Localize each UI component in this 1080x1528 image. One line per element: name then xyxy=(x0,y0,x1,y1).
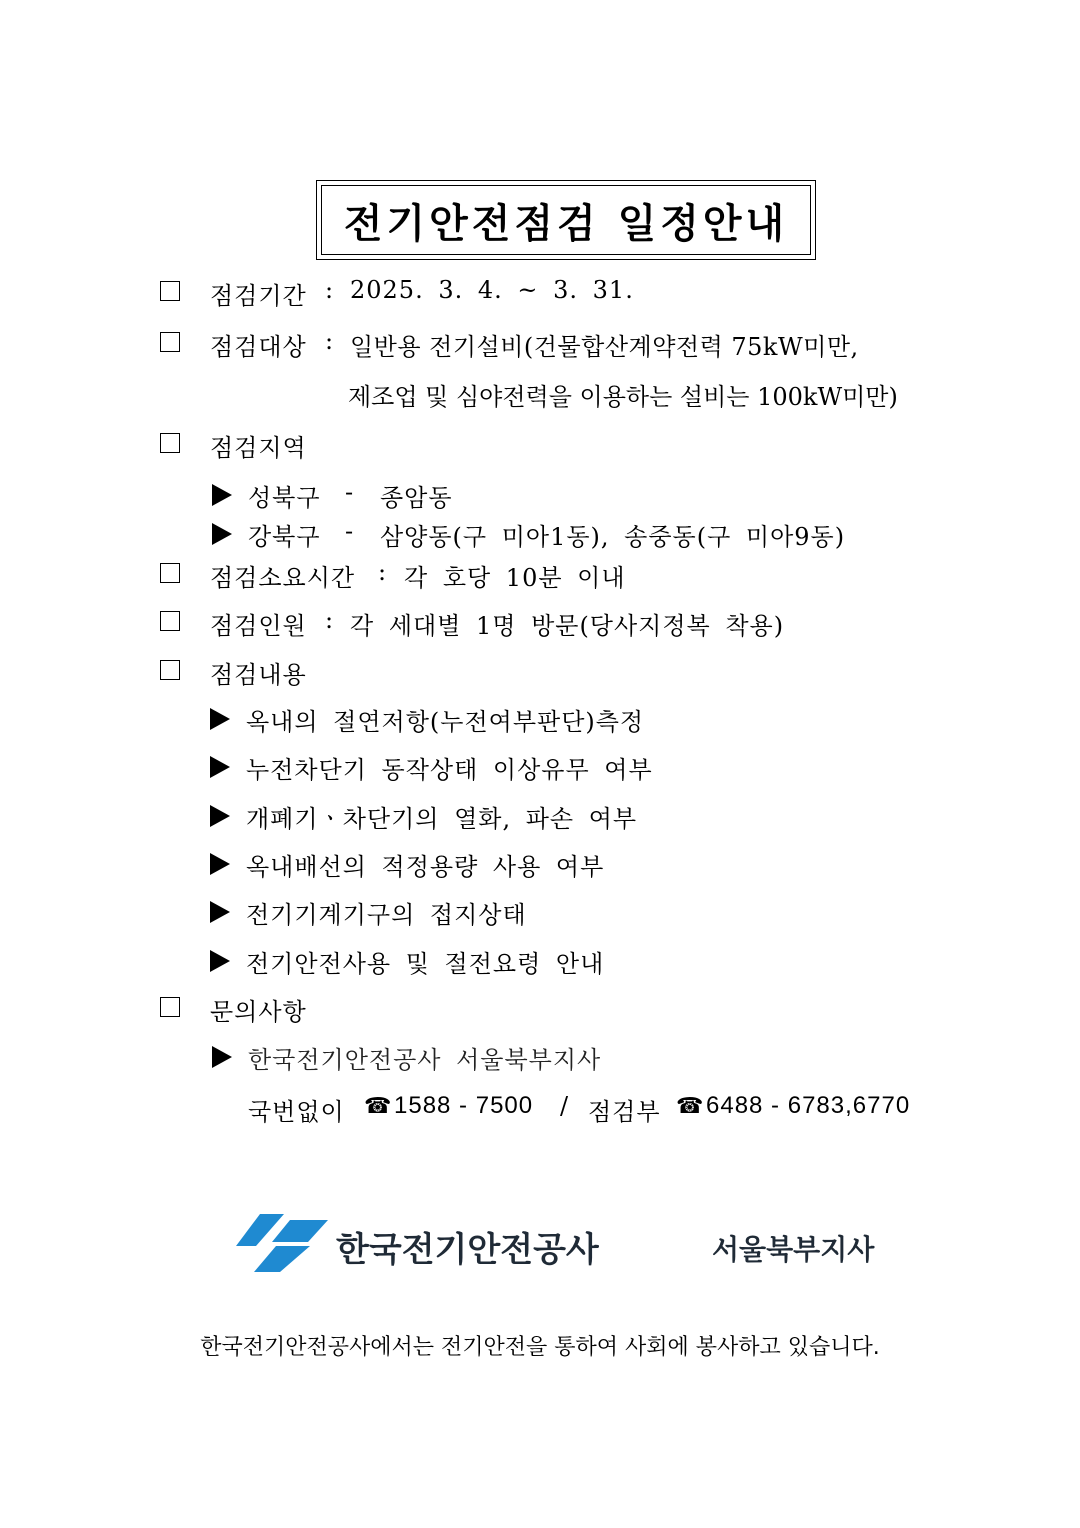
area-district: 성북구 xyxy=(248,484,321,512)
area-towns: 삼양동(구 미아1동), 송중동(구 미아9동) xyxy=(380,523,846,551)
checkbox-content xyxy=(160,660,180,680)
title-box xyxy=(316,180,816,260)
staff-value: 각 세대별 1명 방문(당사지정복 착용) xyxy=(350,612,785,640)
logo-branch-name: 서울북부지사 xyxy=(712,1233,875,1266)
checkbox-target xyxy=(160,332,180,352)
contact-label: 국번없이 xyxy=(248,1098,345,1126)
content-item: 개폐기ㆍ차단기의 열화, 파손 여부 xyxy=(246,805,638,833)
area-dash: - xyxy=(345,478,355,506)
duration-sep: : xyxy=(378,558,388,586)
content-item: 전기기계기구의 접지상태 xyxy=(246,901,527,929)
period-value: 2025. 3. 4. ~ 3. 31. xyxy=(350,276,634,304)
duration-label: 점검소요시간 xyxy=(210,564,356,592)
target-label: 점검대상 xyxy=(210,333,307,361)
bullet-triangle-icon xyxy=(212,1046,232,1068)
checkbox-inquiry xyxy=(160,997,180,1017)
area-label: 점검지역 xyxy=(210,434,307,462)
lightning-logo-icon xyxy=(236,1212,332,1274)
logo-company-name: 한국전기안전공사 xyxy=(336,1230,599,1270)
staff-label: 점검인원 xyxy=(210,612,307,640)
bullet-triangle-icon xyxy=(210,853,230,875)
checkbox-staff xyxy=(160,611,180,631)
bullet-triangle-icon xyxy=(212,484,232,506)
inquiry-org: 한국전기안전공사 서울북부지사 xyxy=(248,1046,602,1074)
bullet-triangle-icon xyxy=(210,756,230,778)
content-item: 전기안전사용 및 절전요령 안내 xyxy=(246,950,605,978)
bullet-triangle-icon xyxy=(210,805,230,827)
content-label: 점검내용 xyxy=(210,661,307,689)
title-inner-border xyxy=(321,185,811,255)
area-towns: 종암동 xyxy=(380,484,453,512)
staff-sep: : xyxy=(325,606,335,634)
contact-divider: / xyxy=(560,1092,570,1120)
area-dash: - xyxy=(345,517,355,545)
footer-slogan: 한국전기안전공사에서는 전기안전을 통하여 사회에 봉사하고 있습니다. xyxy=(200,1335,880,1360)
kesco-logo-mark xyxy=(236,1212,332,1278)
target-line2: 제조업 및 심야전력을 이용하는 설비는 100kW미만) xyxy=(348,383,898,411)
phone-main: 1588 - 7500 xyxy=(394,1092,534,1119)
checkbox-period xyxy=(160,281,180,301)
phone-dept: 6488 - 6783,6770 xyxy=(706,1092,911,1119)
checkbox-area xyxy=(160,433,180,453)
bullet-triangle-icon xyxy=(210,950,230,972)
content-item: 옥내배선의 적정용량 사용 여부 xyxy=(246,853,605,881)
phone-icon: ☎ xyxy=(364,1094,393,1119)
checkbox-duration xyxy=(160,563,180,583)
dept-label: 점검부 xyxy=(588,1098,661,1126)
content-item: 누전차단기 동작상태 이상유무 여부 xyxy=(246,756,653,784)
area-district: 강북구 xyxy=(248,523,321,551)
target-line1: 일반용 전기설비(건물합산계약전력 75kW미만, xyxy=(350,333,859,361)
phone-icon: ☎ xyxy=(676,1094,705,1119)
bullet-triangle-icon xyxy=(210,708,230,730)
bullet-triangle-icon xyxy=(212,523,232,545)
duration-value: 각 호당 10분 이내 xyxy=(404,564,626,592)
bullet-triangle-icon xyxy=(210,901,230,923)
target-sep: : xyxy=(325,327,335,355)
inquiry-label: 문의사항 xyxy=(210,998,307,1026)
content-item: 옥내의 절연저항(누전여부판단)측정 xyxy=(246,708,645,736)
period-label: 점검기간 xyxy=(210,282,307,310)
page-title: 전기안전점검 일정안내 xyxy=(343,199,789,247)
period-sep: : xyxy=(325,276,335,304)
